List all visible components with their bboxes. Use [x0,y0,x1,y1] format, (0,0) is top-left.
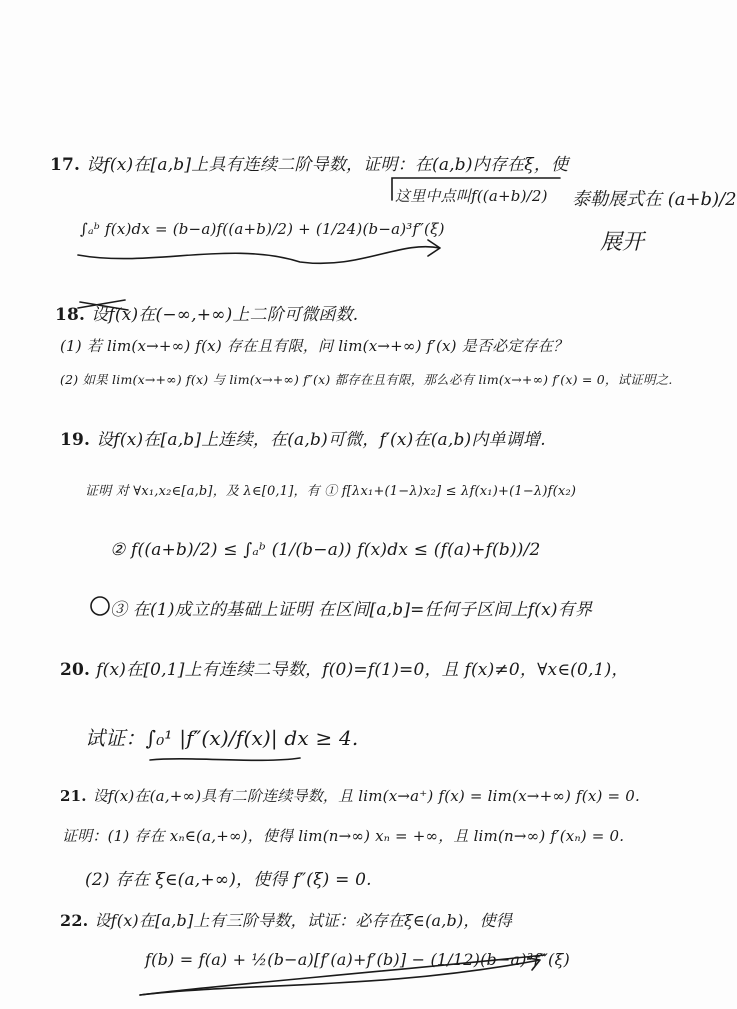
p17-underline [78,240,440,263]
p18-q2: (2) 如果 lim(x→+∞) f(x) 与 lim(x→+∞) f″(x) 都存在且有限，那么必有 lim(x→+∞) f′(x) = 0，试证明之. [60,372,673,387]
p19-line2: 证明 对 ∀x₁,x₂∈[a,b]，及 λ∈[0,1]，有 ① f[λx₁+(1−λ)x₂] ≤ λf(x₁)+(1−λ)f(x₂) [85,484,577,499]
p17-side-note-1: 泰勒展式在 (a+b)/2 [572,189,737,210]
p21-line2: 证明：(1) 存在 xₙ∈(a,+∞)，使得 lim(n→∞) xₙ = +∞，且 lim(n→∞) f′(xₙ) = 0. [62,827,625,845]
p17-number: 17. [50,155,81,175]
p17-bracket [392,178,560,200]
p20-line2: 试证：∫₀¹ |f″(x)/f(x)| dx ≥ 4. [85,726,359,750]
p22-arrow-tail [140,955,545,995]
p17-text: 设f(x)在[a,b]上具有连续二阶导数，证明：在(a,b)内存在ξ，使 [86,155,569,175]
p19-text: 设f(x)在[a,b]上连续，在(a,b)可微，f′(x)在(a,b)内单调增. [96,430,546,450]
p22-formula: f(b) = f(a) + ½(b−a)[f′(a)+f′(b)] − (1/12)(b−a)³f‴(ξ) [145,950,570,969]
p20-text: f(x)在[0,1]上有连续二导数，f(0)=f(1)=0，且 f(x)≠0，∀x∈(0,1)， [96,660,629,680]
p22-number: 22. [60,911,89,930]
p21-text: 设f(x)在(a,+∞)具有二阶连续导数，且 lim(x→a⁺) f(x) = lim(x→+∞) f(x) = 0. [92,787,640,805]
p19-line4: ③ 在(1)成立的基础上证明 在区间[a,b]=任何子区间上f(x)有界 [110,600,593,620]
p21-line3: (2) 存在 ξ∈(a,+∞)，使得 f″(ξ) = 0. [85,870,372,890]
p17-side-note-2: 展开 [600,230,645,255]
p18-q1: (1) 若 lim(x→+∞) f(x) 存在且有限，问 lim(x→+∞) f′(x) 是否必定存在？ [60,337,569,355]
p20-underline [150,758,300,760]
p18-number: 18. [55,305,86,325]
p20-number: 20. [60,660,91,680]
p19-line3: ② f((a+b)/2) ≤ ∫ₐᵇ (1/(b−a)) f(x)dx ≤ (f(a)+f(b))/2 [110,540,541,560]
p22-arrow [140,958,540,995]
p21-number: 21. [60,787,87,805]
p22-text: 设f(x)在[a,b]上有三阶导数，试证：必存在ξ∈(a,b)，使得 [94,911,513,930]
p19-circle-3 [91,597,109,615]
p18-crossout [78,300,128,310]
p19-number: 19. [60,430,91,450]
p18-text: 设f(x)在(−∞,+∞)上二阶可微函数. [91,305,359,325]
p17-annotation: 这里中点叫f((a+b)/2) [395,187,548,205]
p17-formula: ∫ₐᵇ f(x)dx = (b−a)f((a+b)/2) + (1/24)(b−a)³f″(ξ) [80,220,445,238]
